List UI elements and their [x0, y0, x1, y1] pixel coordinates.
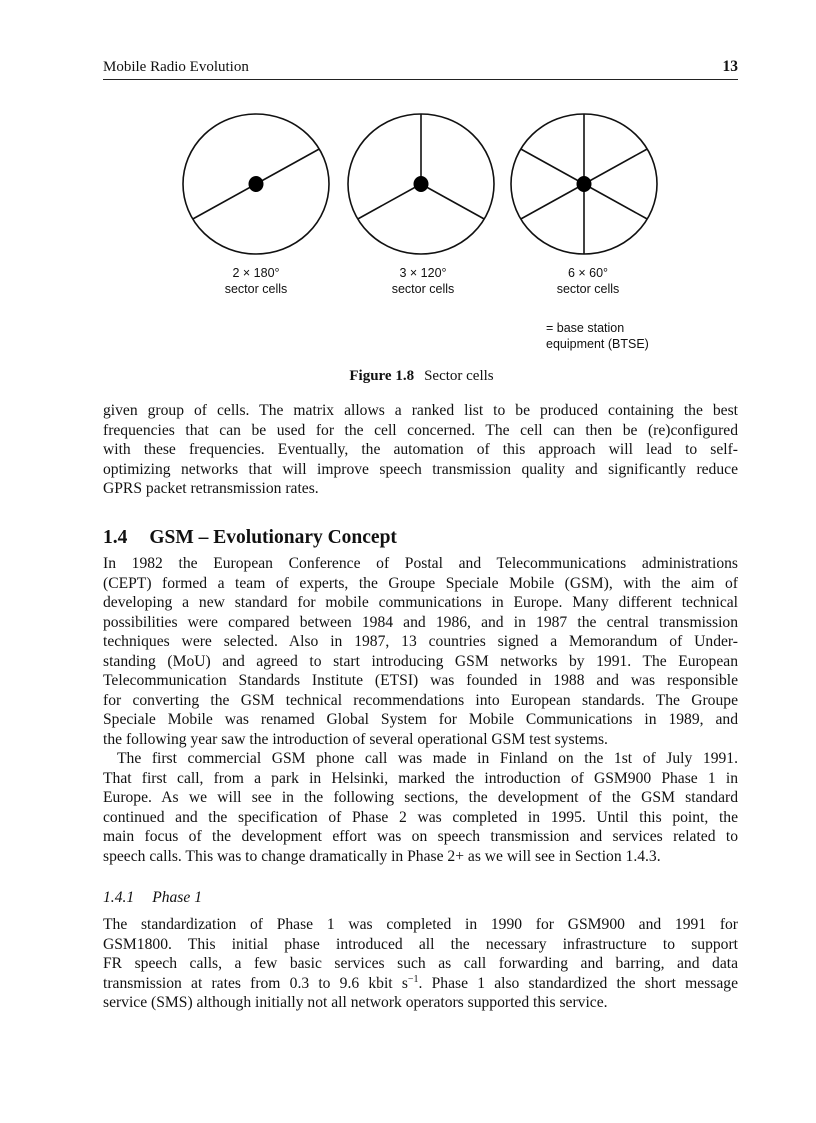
text-line: Europe. As we will see in the following sections, the development of the GSM standard — [103, 789, 738, 806]
sector-divider — [256, 149, 319, 184]
text-line: developing a new standard for mobile communications in Europe. Many different technical — [103, 594, 738, 611]
panel-label-line1: 6 × 60° — [567, 266, 609, 280]
text-line: The first commercial GSM phone call was made in Finland on the 1st of July 1991. — [117, 750, 738, 767]
panel-label-line2: sector cells — [224, 282, 288, 296]
subsection-heading — [103, 889, 202, 907]
text-line: given group of cells. The matrix allows a ranked list to be produced containing the best — [103, 402, 738, 419]
text-line: GSM1800. This initial phase introduced all the necessary infrastructure to support — [103, 935, 738, 953]
panel-label-line2: sector cells — [391, 282, 455, 296]
section-title: GSM – Evolutionary Concept — [149, 527, 397, 548]
subsection-title: Phase 1 — [152, 889, 202, 906]
paragraph-3 — [103, 915, 738, 1013]
sector-divider — [193, 184, 256, 219]
sector-divider — [421, 184, 484, 219]
text-line: service (SMS) although initially not all network operators supported this service. — [103, 994, 608, 1011]
paragraph-continued — [103, 401, 738, 499]
text-line: speech calls. This was to change dramatically in Phase 2+ as we will see in Section 1.4.3. — [103, 847, 661, 865]
text-line-rest: . Phase 1 also standardized the short message — [418, 974, 738, 992]
panel-label-line1: 3 × 120° — [399, 266, 447, 280]
panel-label-2-sector — [196, 265, 316, 297]
sector-cell-2 — [183, 114, 329, 254]
text-line: with these frequencies. Eventually, the automation of this approach will lead to self- — [103, 441, 738, 458]
sector-cell-6 — [511, 114, 657, 254]
text-line: possibilities were compared between 1984 and 1986, and in 1987 the central transmission — [103, 613, 738, 631]
running-title: Mobile Radio Evolution — [103, 59, 249, 75]
text-line: The standardization of Phase 1 was completed in 1990 for GSM900 and 1991 for — [103, 916, 738, 933]
text-line: Telecommunication Standards Institute (ETSI) was founded in 1988 and was responsible — [103, 672, 738, 689]
text-line: (CEPT) formed a team of experts, the Groupe Speciale Mobile (GSM), with the aim of — [103, 574, 738, 592]
base-station-dot — [577, 176, 592, 192]
text-line: standing (MoU) and agreed to start introducing GSM networks by 1991. The European — [103, 652, 738, 670]
legend-line2: equipment (BTSE) — [546, 337, 649, 351]
page-number: 13 — [722, 58, 738, 75]
figure-caption — [0, 368, 816, 385]
text-line: for converting the GSM technical recommendations into European standards. The Groupe — [103, 691, 738, 709]
text-line: techniques were selected. Also in 1987, 13 countries signed a Memorandum of Under- — [103, 633, 738, 650]
text-line: optimizing networks that will improve speech transmission quality and significantly reduce — [103, 460, 738, 478]
running-header — [103, 58, 738, 80]
base-station-dot — [249, 176, 264, 192]
caption-text: Sector cells — [424, 368, 494, 384]
panel-label-6-sector — [528, 265, 648, 297]
sector-cell-3 — [348, 114, 494, 254]
section-heading — [103, 527, 397, 549]
figure-legend — [546, 320, 649, 352]
caption-label: Figure 1.8 — [349, 368, 415, 384]
sector-divider — [521, 184, 584, 219]
text-line: FR speech calls, a few basic services such as call forwarding and barring, and data — [103, 955, 738, 972]
panel-label-line2: sector cells — [556, 282, 620, 296]
text-line: frequencies that can be used for the cell concerned. The cell can then be (re)configured — [103, 421, 738, 439]
superscript: −1 — [407, 973, 419, 985]
text-line: Speciale Mobile was renamed Global System for Mobile Communications in 1989, and — [103, 711, 738, 728]
text-line: That first call, from a park in Helsinki, marked the introduction of GSM900 Phase 1 in — [103, 769, 738, 787]
base-station-dot — [414, 176, 429, 192]
sector-divider — [358, 184, 421, 219]
panel-label-3-sector — [363, 265, 483, 297]
section-number: 1.4 — [103, 527, 128, 548]
text-line: In 1982 the European Conference of Postal and Telecommunications administrations — [103, 555, 738, 572]
text-line: GPRS packet retransmission rates. — [103, 480, 319, 497]
sector-divider — [584, 184, 647, 219]
subsection-number: 1.4.1 — [103, 889, 135, 906]
sector-divider — [584, 149, 647, 184]
text-line: continued and the specification of Phase 2 was completed in 1995. Until this point, the — [103, 808, 738, 826]
panel-label-line1: 2 × 180° — [232, 266, 280, 280]
text-line: transmission at rates from 0.3 to 9.6 kbit $s^{-1}$. Phase 1 also standardized the short message — [103, 973, 738, 992]
sector-divider — [521, 149, 584, 184]
paragraph-2 — [103, 749, 738, 866]
text-line: main focus of the development effort was on speech transmission and services related to — [103, 828, 738, 845]
paragraph-1 — [103, 554, 738, 749]
legend-line1: = base station — [546, 321, 625, 335]
text-line: the following year saw the introduction of several operational GSM test systems. — [103, 730, 608, 748]
